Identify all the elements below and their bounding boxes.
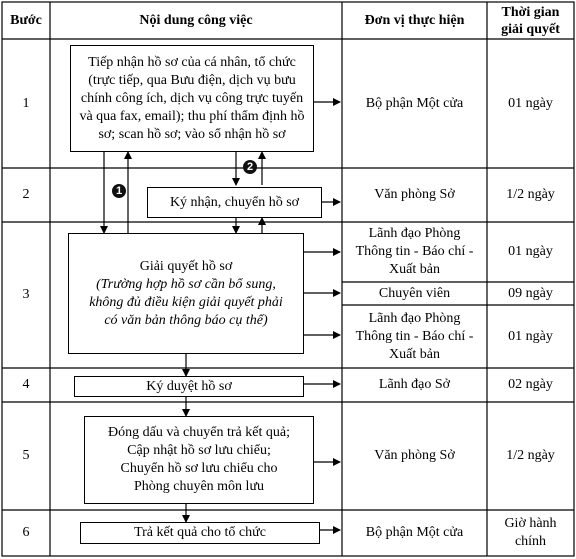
header-time [487,2,574,39]
header-unit: Đơn vị thực hiện [364,13,465,28]
resolve-note-line: có văn bản thông báo cụ thể) [104,312,268,328]
unit-line: Lãnh đạo Phòng [368,310,461,326]
header-time-line1: Thời gian [501,4,560,20]
unit-cell: Lãnh đạo Sở [378,377,451,392]
receive-line: và qua fax, email); thu phí thẩm định hồ [79,108,305,124]
unit-cell: Văn phòng Sở [374,187,455,202]
time-line: chính [514,534,547,549]
step-number: 6 [22,525,30,540]
receive-line: chính công ích, dịch vụ công trực tuyến [80,90,304,106]
time-line: Giờ hành [504,516,557,531]
unit-line: Xuất bản [389,346,440,362]
time-cell: 01 ngày [508,244,553,259]
unit-cell: Chuyên viên [378,285,451,301]
resolve-note-line: (Trường hợp hồ sơ cần bổ sung, [96,276,276,292]
stamp-line: Phòng chuyên môn lưu [133,479,265,494]
unit-line: Thông tin - Báo chí - [355,244,474,259]
step-badge-2: 2 [243,160,257,174]
time-cell: 01 ngày [508,328,553,344]
time-cell: 1/2 ngày [506,187,555,202]
step-number: 4 [22,377,30,392]
unit-cell: Bộ phận Một cửa [365,525,464,540]
stamp-line: Đóng dấu và chuyển trả kết quả; [108,425,290,440]
sign-transfer-box: Ký nhận, chuyển hồ sơ [147,187,322,218]
unit-line: Lãnh đạo Phòng [368,226,461,241]
unit-line: Xuất bản [389,262,440,277]
resolve-box [68,233,304,354]
step-number: 5 [22,448,30,463]
resolve-title: Giải quyết hồ sơ [139,258,233,274]
unit-cell [342,305,487,368]
unit-line: Thông tin - Báo chí - [355,328,474,344]
time-cell: 02 ngày [508,377,553,392]
header-content: Nội dung công việc [139,13,253,28]
stamp-box [84,416,314,504]
unit-cell [342,222,487,282]
time-cell: 01 ngày [508,95,553,111]
header-time-line2: giải quyết [501,21,560,37]
approve-box: Ký duyệt hồ sơ [74,376,304,397]
unit-cell: Văn phòng Sở [374,448,455,463]
stamp-line: Cập nhật hồ sơ lưu chiểu; [127,443,271,458]
receive-box [70,45,314,152]
return-box: Trả kết quả cho tổ chức [80,522,320,544]
step-number: 2 [22,187,30,202]
time-cell: 09 ngày [508,285,553,301]
header-step: Bước [10,13,42,28]
resolve-note-line: không đủ điều kiện giải quyết phải [89,294,283,310]
time-cell [487,510,574,556]
step-badge-1: 1 [112,184,126,198]
step-number: 1 [22,95,30,111]
unit-cell: Bộ phận Một cửa [365,95,464,111]
step-number: 3 [22,287,30,302]
receive-line: sơ; scan hồ sơ; vào sổ nhận hồ sơ [98,126,286,142]
receive-line: (trực tiếp, qua Bưu điện, dịch vụ bưu [88,72,296,88]
stamp-line: Chuyển hồ sơ lưu chiểu cho [120,461,278,476]
time-cell: 1/2 ngày [506,448,555,463]
receive-line: Tiếp nhận hồ sơ của cá nhân, tổ chức [88,54,296,70]
